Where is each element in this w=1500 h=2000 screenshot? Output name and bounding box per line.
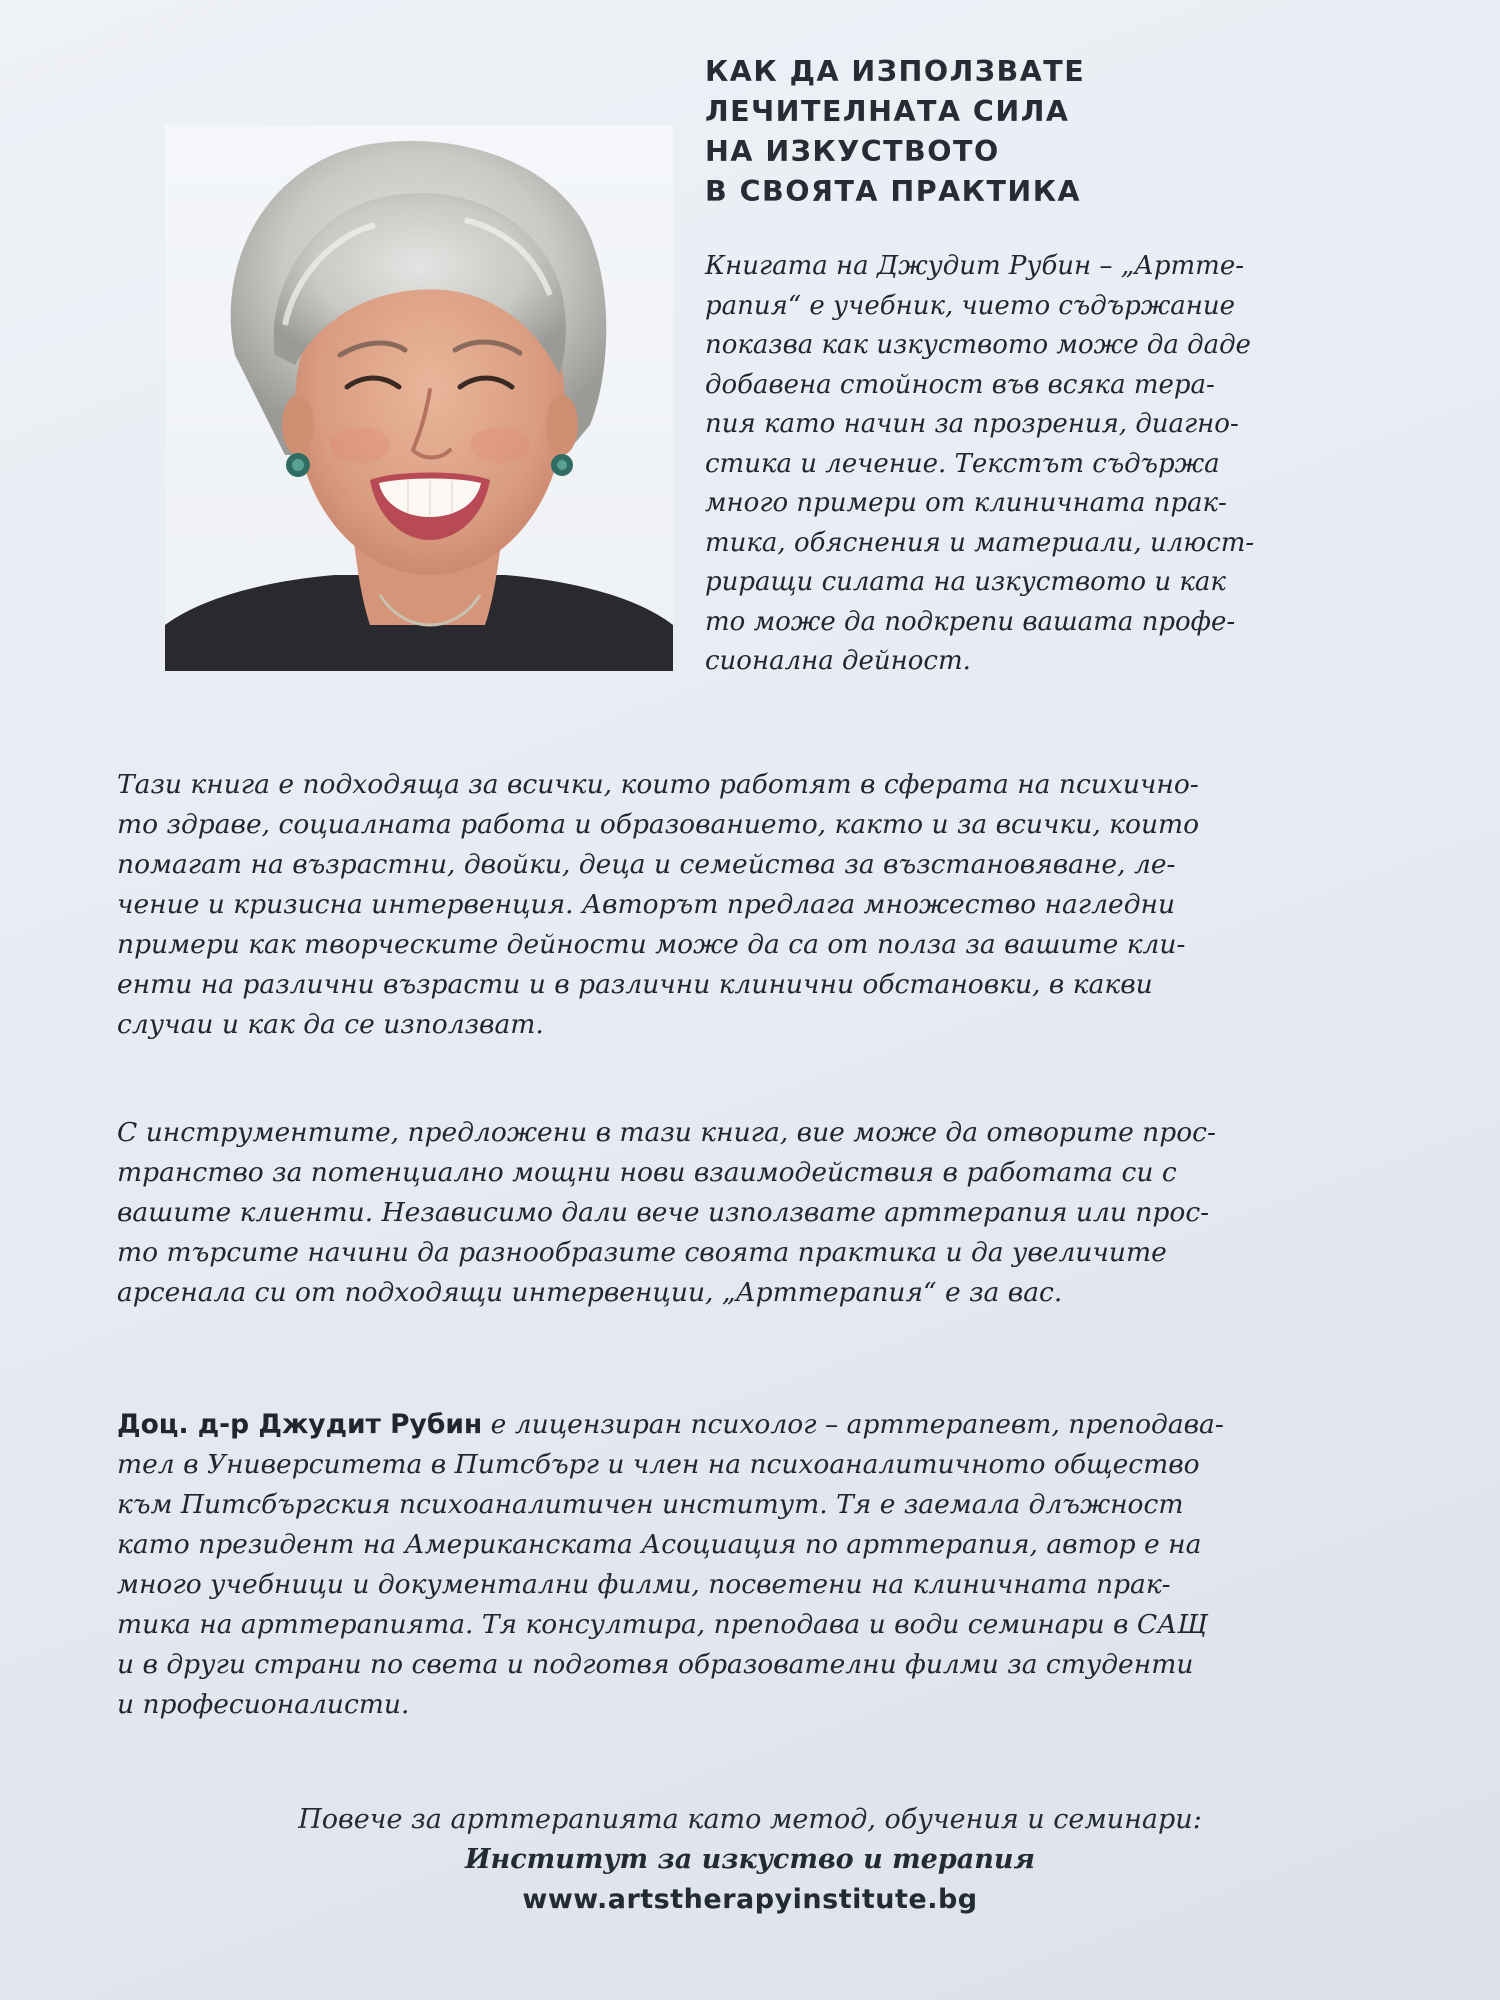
heading-line: НА ИЗКУСТВОТО bbox=[705, 135, 1000, 168]
paragraph-line: то търсите начини да разнообразите своята практика и да увеличите bbox=[117, 1237, 1167, 1268]
intro-line: стика и лечение. Текстът съдържа bbox=[705, 448, 1220, 479]
intro-line: то може да подкрепи вашата профе- bbox=[705, 606, 1236, 637]
intro-paragraph bbox=[705, 247, 1345, 682]
intro-line: рапия“ е учебник, чието съдържание bbox=[705, 290, 1236, 321]
intro-line: пия като начин за прозрения, диагно- bbox=[705, 409, 1239, 439]
heading-line: КАК ДА ИЗПОЛЗВАТЕ bbox=[705, 55, 1086, 88]
paragraph-line: транство за потенциално мощни нови взаимодействия в работата си с bbox=[117, 1157, 1177, 1188]
paragraph-line: енти на различни възрасти и в различни клинични обстановки, в какви bbox=[117, 969, 1153, 1000]
paragraph-line: вашите клиенти. Независимо дали вече използвате арттерапия или прос- bbox=[117, 1197, 1210, 1228]
audience-paragraph bbox=[117, 765, 1347, 1045]
book-tagline-heading bbox=[705, 52, 1345, 212]
bio-line: тел в Университета в Питсбърг и член на психоаналитичното общество bbox=[117, 1449, 1200, 1480]
footer-intro-text: Повече за арттерапията като метод, обучения и семинари: bbox=[298, 1804, 1202, 1835]
author-portrait bbox=[165, 125, 673, 671]
paragraph-line: чение и кризисна интервенция. Авторът предлага множество нагледни bbox=[117, 889, 1176, 920]
bio-line: и професионалисти. bbox=[117, 1689, 410, 1720]
bio-line: към Питсбъргския психоаналитичен институт. Тя е заемала длъжност bbox=[117, 1489, 1184, 1520]
author-portrait-illustration bbox=[165, 125, 673, 671]
author-bio-paragraph bbox=[117, 1405, 1347, 1725]
heading-line: В СВОЯТА ПРАКТИКА bbox=[705, 175, 1082, 208]
intro-line: Книгата на Джудит Рубин – „Артте- bbox=[705, 251, 1244, 281]
footer-info bbox=[150, 1800, 1350, 1920]
paragraph-line: арсенала си от подходящи интервенции, „Арттерапия“ е за вас. bbox=[117, 1277, 1063, 1308]
paragraph-line: примери как творческите дейности може да са от полза за вашите кли- bbox=[117, 929, 1186, 960]
tools-paragraph bbox=[117, 1113, 1347, 1313]
institute-website-link[interactable]: www.artstherapyinstitute.bg bbox=[522, 1884, 978, 1915]
institute-name: Институт за изкуство и терапия bbox=[465, 1844, 1035, 1875]
bio-first-line bbox=[117, 1405, 1347, 1445]
bio-line: тика на арттерапията. Тя консултира, преподава и води семинари в САЩ bbox=[117, 1609, 1208, 1640]
intro-line: риращи силата на изкуството и как bbox=[705, 567, 1226, 597]
intro-line: сионална дейност. bbox=[705, 646, 971, 676]
paragraph-line: Тази книга е подходяща за всички, които работят в сферата на психично- bbox=[117, 769, 1199, 800]
intro-line: показва как изкуството може да даде bbox=[705, 330, 1251, 360]
author-name: Доц. д-р Джудит Рубин bbox=[117, 1409, 483, 1440]
bio-line: и в други страни по света и подготвя образователни филми за студенти bbox=[117, 1649, 1194, 1680]
paragraph-line: С инструментите, предложени в тази книга, вие може да отворите прос- bbox=[117, 1117, 1216, 1148]
heading-line: ЛЕЧИТЕЛНАТА СИЛА bbox=[705, 95, 1070, 128]
intro-line: тика, обяснения и материали, илюст- bbox=[705, 527, 1255, 558]
intro-line: добавена стойност във всяка тера- bbox=[705, 369, 1215, 400]
bio-line: като президент на Американската Асоциация по арттерапия, автор е на bbox=[117, 1529, 1202, 1560]
paragraph-line: то здраве, социалната работа и образованието, както и за всички, които bbox=[117, 809, 1200, 840]
intro-line: много примери от клиничната прак- bbox=[705, 488, 1227, 518]
bio-line: много учебници и документални филми, посветени на клиничната прак- bbox=[117, 1569, 1171, 1600]
paragraph-line: помагат на възрастни, двойки, деца и семейства за възстановяване, ле- bbox=[117, 849, 1176, 880]
bio-first-line-text: е лицензиран психолог – арттерапевт, преподава- bbox=[482, 1409, 1224, 1440]
paragraph-line: случаи и как да се използват. bbox=[117, 1009, 544, 1040]
